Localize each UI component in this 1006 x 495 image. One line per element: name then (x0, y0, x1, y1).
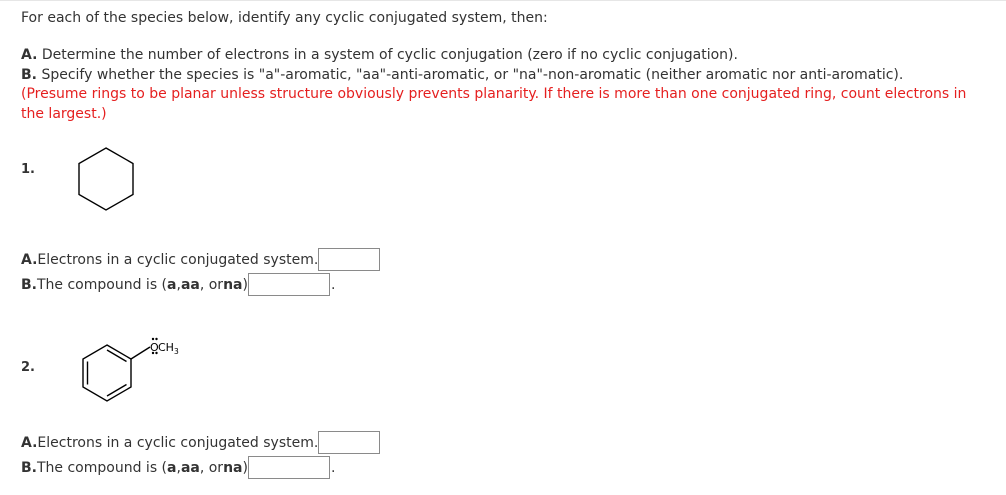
option-aa: aa (180, 276, 200, 293)
separator: , or (199, 276, 224, 293)
oxygen-atom: O (150, 341, 159, 354)
methoxybenzene-structure (76, 333, 206, 413)
option-a: a (167, 459, 177, 476)
instruction-a (21, 46, 738, 64)
question-2-aromaticity-input[interactable] (248, 456, 330, 479)
option-a: a (167, 276, 177, 293)
instruction-note: (Presume rings to be planar unless structure obviously prevents planarity. If there is more than one conjugated ring, count electrons in the largest.) (21, 86, 967, 122)
lone-pair-dot (155, 338, 157, 340)
answer-a-label: Electrons in a cyclic conjugated system. (37, 434, 319, 451)
answer-b-prefix: B. (21, 276, 37, 293)
instruction-a-label: A. (21, 47, 38, 63)
option-na: na (223, 459, 243, 476)
question-1-answer-b (21, 273, 335, 296)
period: . (330, 276, 336, 293)
question-1-aromaticity-input[interactable] (248, 273, 330, 296)
period: . (330, 459, 336, 476)
answer-a-label: Electrons in a cyclic conjugated system. (37, 251, 319, 268)
answer-b-prefix: B. (21, 459, 37, 476)
question-1-answer-a (21, 248, 380, 271)
separator: , (176, 459, 181, 476)
benzene-ring (83, 345, 131, 401)
instruction-b-label: B. (21, 67, 37, 83)
cyclohexane-ring (79, 148, 133, 210)
instruction-b (21, 66, 903, 84)
question-2-number: 2. (21, 360, 35, 375)
option-aa: aa (180, 459, 200, 476)
lone-pair-dot (152, 338, 154, 340)
methyl-group: CH (158, 341, 174, 354)
question-2-electrons-input[interactable] (318, 431, 380, 454)
answer-b-text: The compound is ( (37, 459, 168, 476)
c-o-bond (131, 347, 150, 359)
question-1-electrons-input[interactable] (318, 248, 380, 271)
double-bond (107, 350, 127, 362)
cyclohexane-structure (76, 145, 136, 211)
close-paren: ) (242, 276, 248, 293)
answer-a-prefix: A. (21, 434, 38, 451)
top-divider (0, 0, 1006, 1)
answer-b-text: The compound is ( (37, 276, 168, 293)
answer-a-prefix: A. (21, 251, 38, 268)
instruction-b-text: Specify whether the species is "a"-aromatic, "aa"-anti-aromatic, or "na"-non-aromatic (neither aromatic nor anti-aromatic). (37, 67, 904, 83)
separator: , (176, 276, 181, 293)
question-1-number: 1. (21, 162, 35, 177)
separator: , or (199, 459, 224, 476)
double-bond (107, 385, 127, 397)
question-2-answer-a (21, 431, 380, 454)
intro-text: For each of the species below, identify any cyclic conjugated system, then: (21, 10, 548, 26)
methyl-subscript: 3 (174, 347, 179, 356)
question-2-answer-b (21, 456, 335, 479)
option-na: na (223, 276, 243, 293)
close-paren: ) (242, 459, 248, 476)
instruction-a-text: Determine the number of electrons in a system of cyclic conjugation (zero if no cyclic conjugation). (37, 47, 738, 63)
